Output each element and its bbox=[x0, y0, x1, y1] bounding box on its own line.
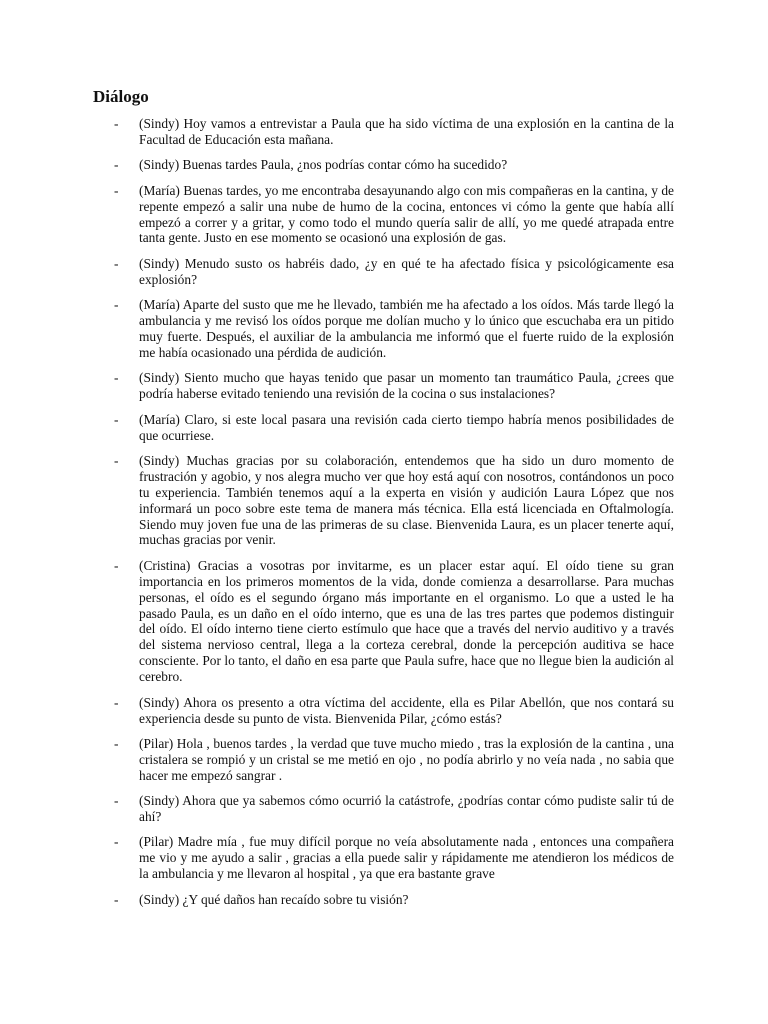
bullet-marker: - bbox=[114, 452, 119, 468]
dialogue-item bbox=[0, 793, 768, 825]
dialogue-item bbox=[0, 256, 768, 288]
dialogue-list bbox=[0, 116, 768, 917]
bullet-marker: - bbox=[114, 557, 119, 573]
bullet-marker: - bbox=[114, 891, 119, 907]
dialogue-item bbox=[0, 116, 768, 148]
dialogue-text: (Sindy) ¿Y qué daños han recaído sobre tu visión? bbox=[139, 891, 409, 907]
dialogue-item bbox=[0, 892, 768, 908]
dialogue-text: (Pilar) Madre mía , fue muy difícil porque no veía absolutamente nada , entonces una compañera me vio y me ayudo a salir , gracias a ella puede salir y rápidamente me atendieron los médicos de la ambulancia y me llevaron al hospital , ya que era bastante grave bbox=[139, 834, 674, 882]
bullet-marker: - bbox=[114, 411, 119, 427]
dialogue-item bbox=[0, 736, 768, 784]
dialogue-text: (María) Claro, si este local pasara una revisión cada cierto tiempo habría menos posibilidades de que ocurriese. bbox=[139, 411, 674, 443]
dialogue-text: (Sindy) Ahora os presento a otra víctima del accidente, ella es Pilar Abellón, que nos contará su experiencia desde su punto de vista. Bienvenida Pilar, ¿cómo estás? bbox=[139, 694, 674, 726]
bullet-marker: - bbox=[114, 735, 119, 751]
dialogue-item bbox=[0, 834, 768, 882]
bullet-marker: - bbox=[114, 834, 119, 850]
dialogue-item bbox=[0, 370, 768, 402]
dialogue-text: (María) Buenas tardes, yo me encontraba desayunando algo con mis compañeras en la cantina, y de repente empezó a salir una nube de humo de la cocina, entonces vi cómo la gente que había allí empezó a correr y a gritar, y como todo el mundo quería salir de allí, yo me quedé atrapada entre tanta gente. Justo en ese momento se ocasionó una explosión de gas. bbox=[139, 182, 674, 246]
dialogue-item bbox=[0, 695, 768, 727]
bullet-marker: - bbox=[114, 255, 119, 271]
dialogue-text: (Sindy) Ahora que ya sabemos cómo ocurrió la catástrofe, ¿podrías contar cómo pudiste salir tú de ahí? bbox=[139, 793, 674, 825]
bullet-marker: - bbox=[114, 297, 119, 313]
bullet-marker: - bbox=[114, 694, 119, 710]
bullet-marker: - bbox=[114, 157, 119, 173]
bullet-marker: - bbox=[114, 182, 119, 198]
dialogue-text: (Sindy) Menudo susto os habréis dado, ¿y en qué te ha afectado física y psicológicamente esa explosión? bbox=[139, 255, 674, 287]
dialogue-text: (Pilar) Hola , buenos tardes , la verdad que tuve mucho miedo , tras la explosión de la cantina , una cristalera se rompió y un cristal se me metió en ojo , no podía abrirlo y no veía nada , no sabia que hacer me empezó sangrar . bbox=[139, 735, 674, 783]
dialogue-item bbox=[0, 157, 768, 173]
dialogue-text: (Sindy) Muchas gracias por su colaboración, entendemos que ha sido un duro momento de frustración y agobio, y nos alegra mucho ver que hoy está aquí con nosotros, contándonos un poco tu experiencia. También tenemos aquí a la experta en visión y audición Laura López que nos informará un poco sobre este tema de manera más técnica. Ella está licenciada en Oftalmología. Siendo muy joven fue una de las primeras de su clase. Bienvenida Laura, es un placer tenerte aquí, muchas gracias por venir. bbox=[139, 452, 674, 548]
dialogue-text: (Sindy) Buenas tardes Paula, ¿nos podrías contar cómo ha sucedido? bbox=[139, 157, 508, 173]
page-title: Diálogo bbox=[93, 87, 149, 106]
bullet-marker: - bbox=[114, 793, 119, 809]
dialogue-text: (Sindy) Siento mucho que hayas tenido que pasar un momento tan traumático Paula, ¿crees que podría haberse evitado teniendo una revisión de la cocina o sus instalaciones? bbox=[139, 370, 674, 402]
dialogue-item bbox=[0, 297, 768, 361]
dialogue-text: (Cristina) Gracias a vosotras por invitarme, es un placer estar aquí. El oído tiene su gran importancia en los primeros momentos de la vida, donde comienza a desarrollarse. Para muchas personas, el oído es el segundo órgano más importante en el organismo. Lo que a usted le ha pasado Paula, es un daño en el oído interno, que es una de las tres partes que podemos distinguir del oído. El oído interno tiene cierto estímulo que hace que a través del nervio auditivo y a través del sistema nervioso central, llega a la corteza cerebral, donde la percepción auditiva se hace consciente. Por lo tanto, el daño en esa parte que Paula sufre, hace que no llegue bien la audición al cerebro. bbox=[139, 557, 674, 685]
dialogue-item bbox=[0, 558, 768, 685]
dialogue-text: (María) Aparte del susto que me he llevado, también me ha afectado a los oídos. Más tarde llegó la ambulancia y me revisó los oídos porque me dolían mucho y lo único que escuchaba era un pitido muy fuerte. Después, el auxiliar de la ambulancia me informó que el fuerte ruido de la explosión me había ocasionado una pérdida de audición. bbox=[139, 297, 674, 360]
dialogue-item bbox=[0, 453, 768, 548]
dialogue-text: (Sindy) Hoy vamos a entrevistar a Paula que ha sido víctima de una explosión en la cantina de la Facultad de Educación esta mañana. bbox=[139, 116, 674, 147]
dialogue-item bbox=[0, 183, 768, 247]
bullet-marker: - bbox=[114, 370, 119, 386]
dialogue-item bbox=[0, 412, 768, 444]
bullet-marker: - bbox=[114, 116, 119, 131]
